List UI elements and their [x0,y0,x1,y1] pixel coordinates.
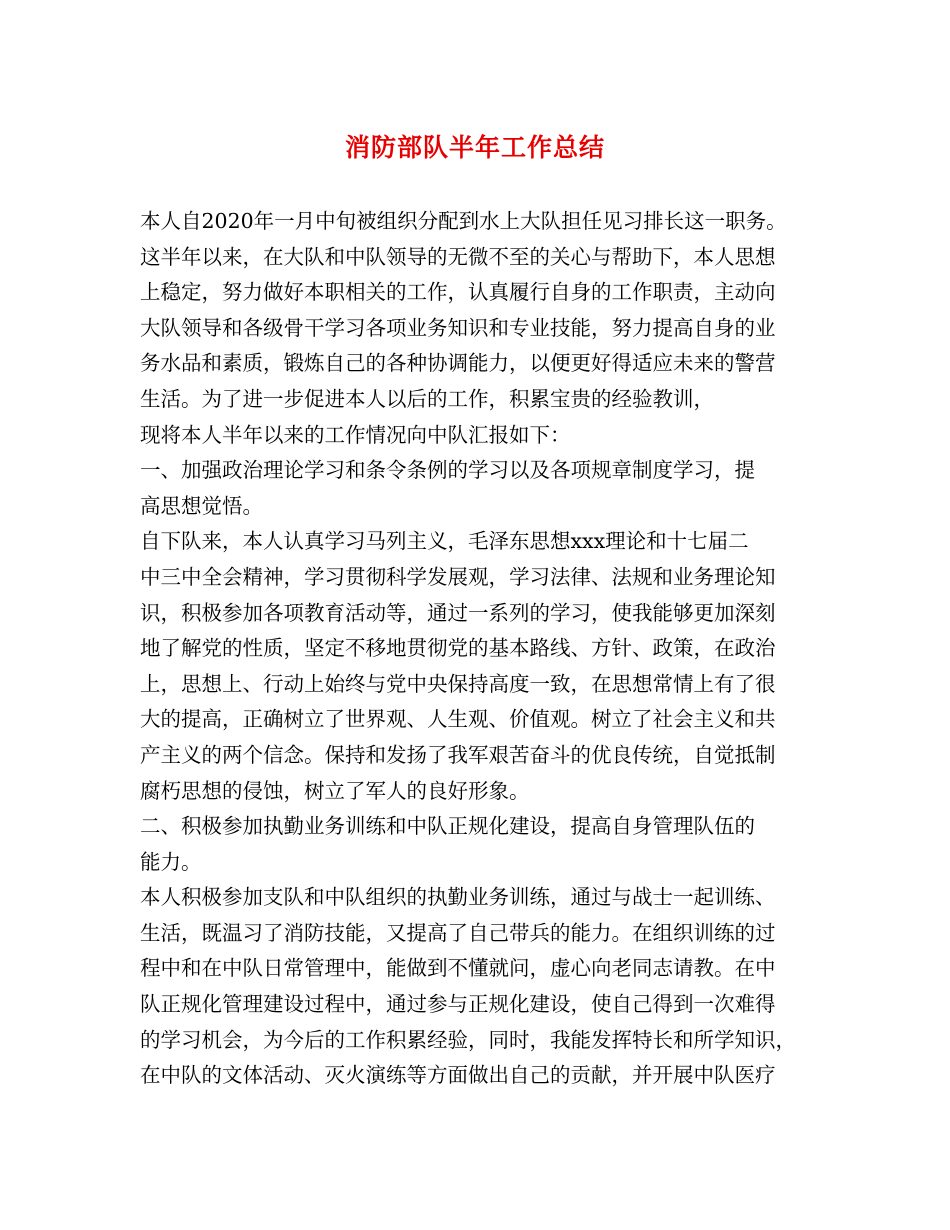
body-line: 队正规化管理建设过程中，通过参与正规化建设，使自己得到一次难得 [140,992,776,1017]
body-line: 现将本人半年以来的工作情况向中队汇报如下： [140,422,571,447]
body-line: 上，思想上、行动上始终与党中央保持高度一致，在思想常情上有了很 [140,671,776,696]
body-line: 务水品和素质，锻炼自己的各种协调能力，以便更好得适应未来的警营 [140,351,776,376]
body-line: 本人积极参加支队和中队组织的执勤业务训练，通过与战士一起训练、 [140,885,776,910]
body-line: 的学习机会，为今后的工作积累经验，同时，我能发挥特长和所学知识， [140,1027,796,1052]
body-line: 在中队的文体活动、灭火演练等方面做出自己的贡献，并开展中队医疗 [140,1063,776,1088]
body-line: 上稳定，努力做好本职相关的工作，认真履行自身的工作职责，主动向 [140,280,776,305]
document-title: 消防部队半年工作总结 [344,133,605,162]
body-line: 中三中全会精神，学习贯彻科学发展观，学习法律、法规和业务理论知 [140,564,776,589]
body-line: 大的提高，正确树立了世界观、人生观、价值观。树立了社会主义和共 [140,707,776,732]
body-line: 这半年以来，在大队和中队领导的无微不至的关心与帮助下，本人思想 [140,244,776,269]
body-line: 本人自2020年一月中旬被组织分配到水上大队担任见习排长这一职务。 [140,209,787,233]
body-line: 程中和在中队日常管理中，能做到不懂就问，虚心向老同志请教。在中 [140,956,776,981]
section-heading-line: 能力。 [140,849,202,874]
body-line: 生活，既温习了消防技能，又提高了自己带兵的能力。在组织训练的过 [140,920,776,945]
body-line: 大队领导和各级骨干学习各项业务知识和专业技能，努力提高自身的业 [140,315,776,340]
body-line: 地了解党的性质，坚定不移地贯彻党的基本路线、方针、政策，在政治 [140,636,776,661]
body-line: 生活。为了进一步促进本人以后的工作，积累宝贵的经验教训， [140,386,714,411]
body-line: 腐朽思想的侵蚀，树立了军人的良好形象。 [140,778,530,803]
body-line: 自下队来，本人认真学习马列主义，毛泽东思想xxx理论和十七届二 [140,529,749,554]
section-heading-line: 二、积极参加执勤业务训练和中队正规化建设，提高自身管理队伍的 [140,814,755,839]
section-heading-line: 一、加强政治理论学习和条令条例的学习以及各项规章制度学习，提 [140,458,755,483]
body-line: 产主义的两个信念。保持和发扬了我军艰苦奋斗的优良传统，自觉抵制 [140,742,776,767]
body-line: 识，积极参加各项教育活动等，通过一系列的学习，使我能够更加深刻 [140,600,776,625]
section-heading-line: 高思想觉悟。 [140,493,263,518]
document-body [140,204,830,1094]
